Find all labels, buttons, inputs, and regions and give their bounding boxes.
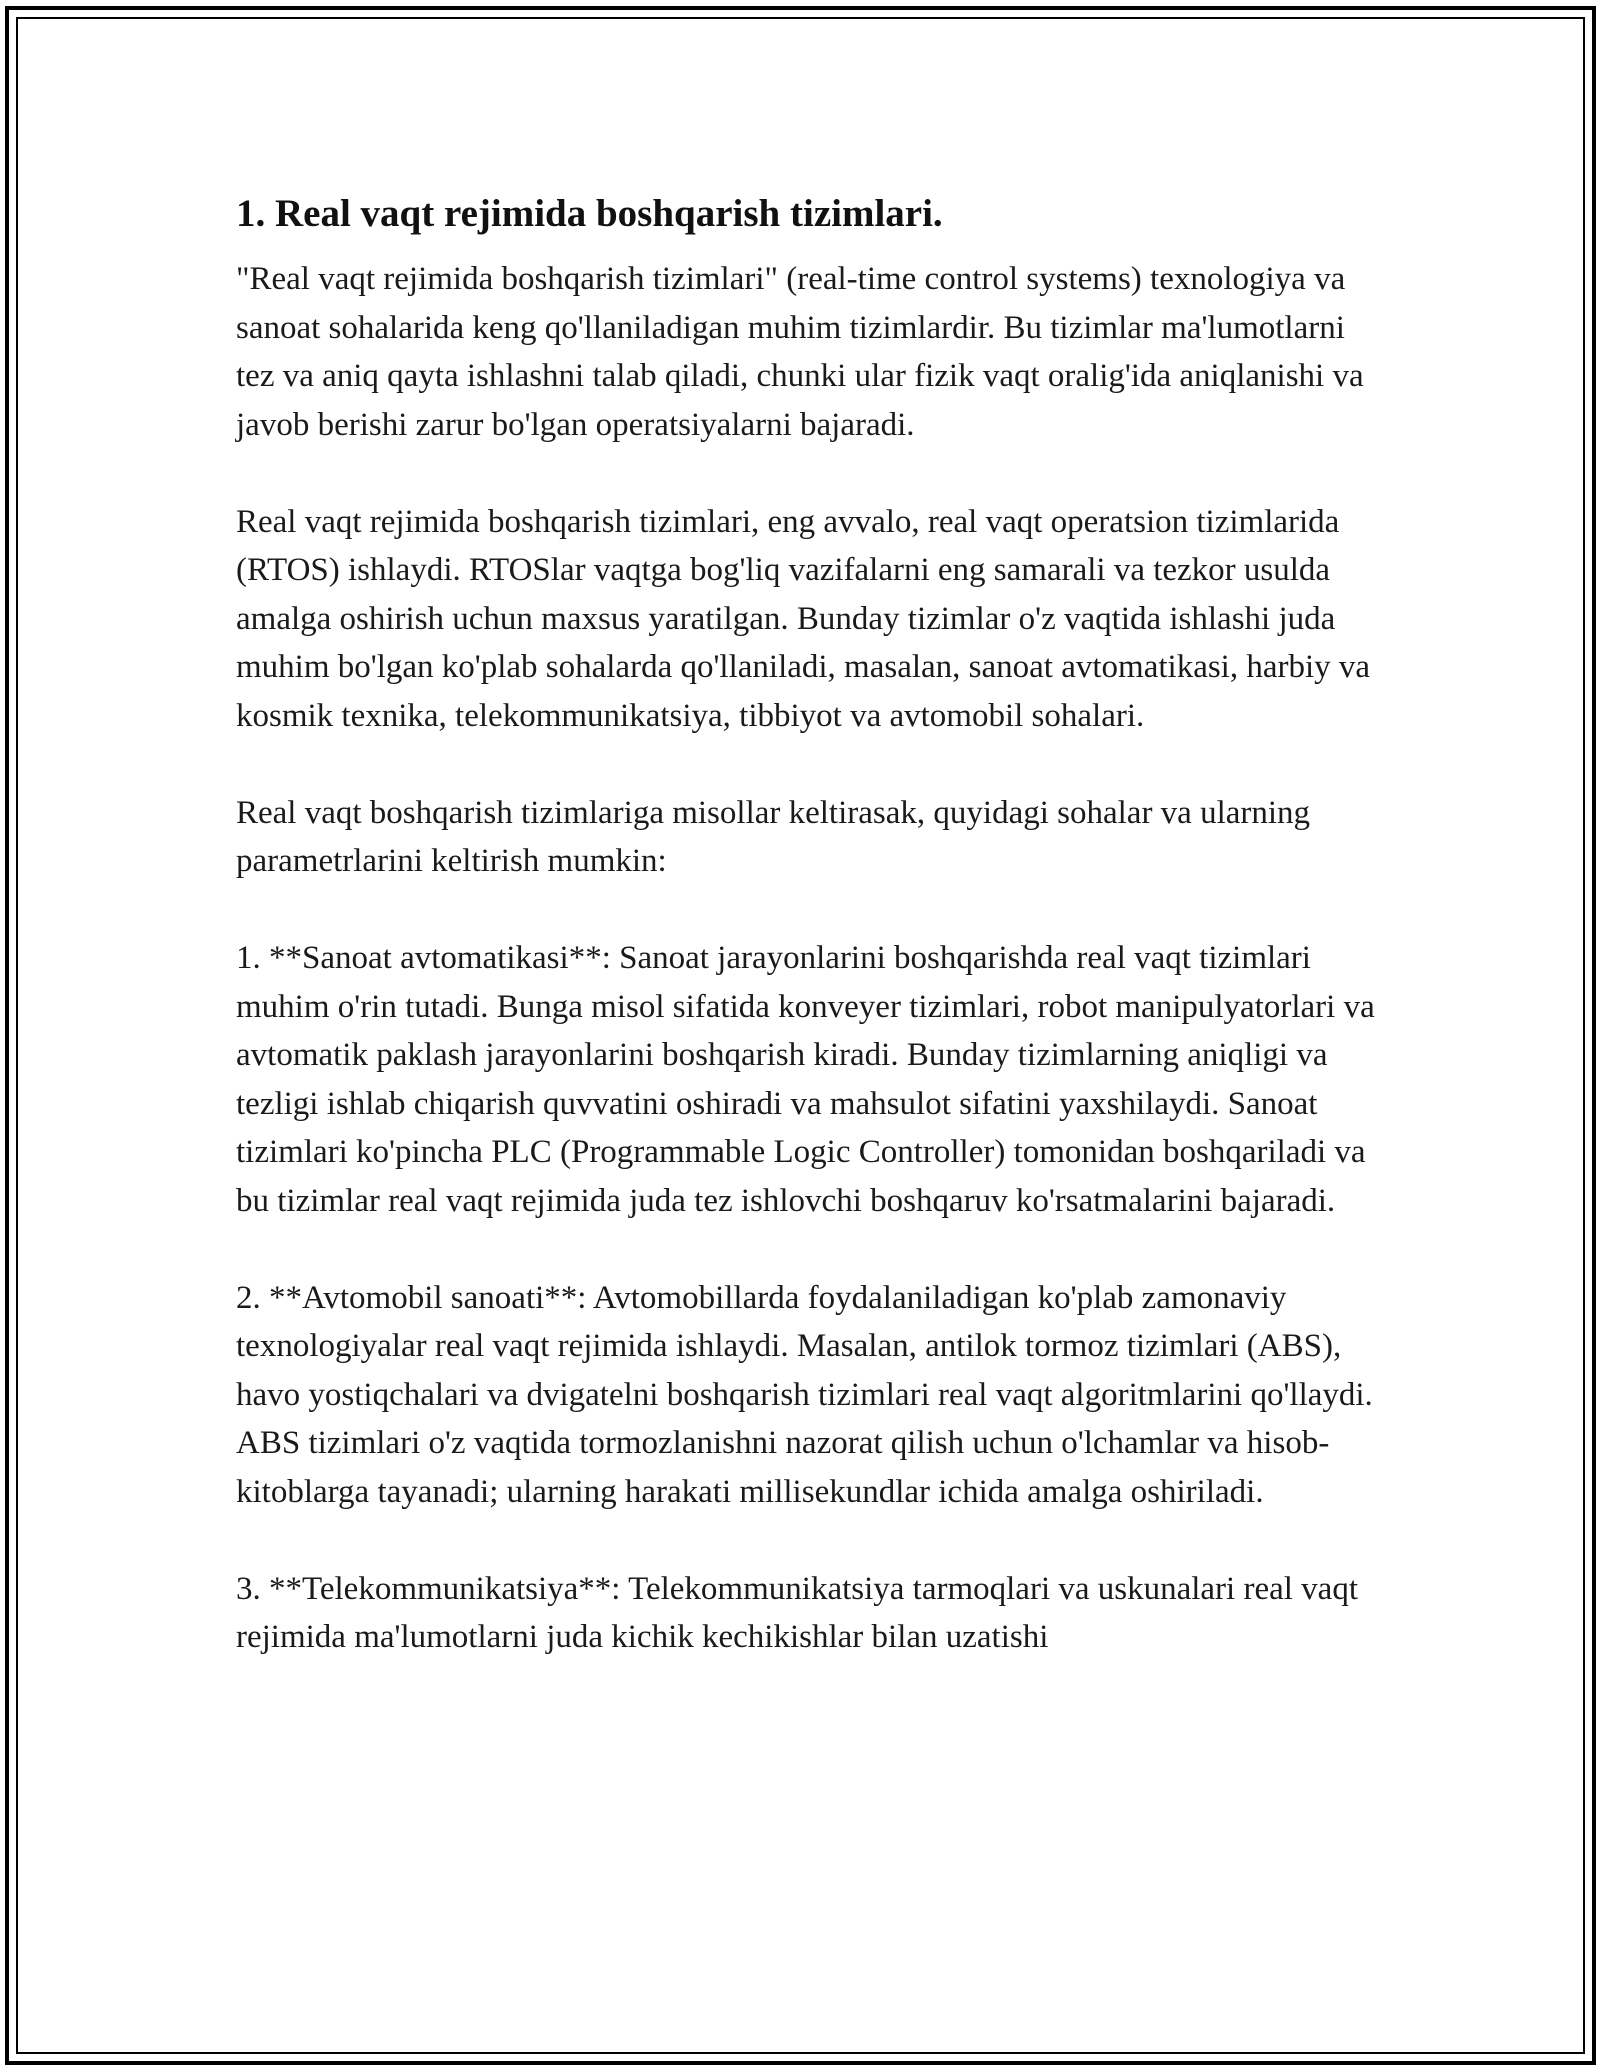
document-body <box>236 186 1376 1662</box>
list-item-automotive: 2. **Avtomobil sanoati**: Avtomobillarda foydalaniladigan ko'plab zamonaviy texnologiyalar real vaqt rejimida ishlaydi. Masalan, antilok tormoz tizimlari (ABS), havo yostiqchalari va dvigatelni boshqarish tizimlari real vaqt algoritmlarini qo'llaydi. ABS tizimlari o'z vaqtida tormozlanishni nazorat qilish uchun o'lchamlar va hisob-kitoblarga tayanadi; ularning harakati millisekundlar ichida amalga oshiriladi. <box>236 1279 1373 1510</box>
document-title: 1. Real vaqt rejimida boshqarish tizimlari. <box>236 192 943 235</box>
list-item-industrial-automation: 1. **Sanoat avtomatikasi**: Sanoat jarayonlarini boshqarishda real vaqt tizimlari muhim o'rin tutadi. Bunga misol sifatida konveyer tizimlari, robot manipulyatorlari va avtomatik paklash jarayonlarini boshqarish kiradi. Bunday tizimlarning aniqligi va tezligi ishlab chiqarish quvvatini oshiradi va mahsulot sifatini yaxshilaydi. Sanoat tizimlari ko'pincha PLC (Programmable Logic Controller) tomonidan boshqariladi va bu tizimlar real vaqt rejimida juda tez ishlovchi boshqaruv ko'rsatmalarini bajaradi. <box>236 940 1375 1219</box>
paragraph-intro: "Real vaqt rejimida boshqarish tizimlari" (real-time control systems) texnologiya va sanoat sohalarida keng qo'llaniladigan muhim tizimlardir. Bu tizimlar ma'lumotlarni tez va aniq qayta ishlashni talab qiladi, chunki ular fizik vaqt oralig'ida aniqlanishi va javob berishi zarur bo'lgan operatsiyalarni bajaradi. <box>236 261 1364 443</box>
paragraph-rtos: Real vaqt rejimida boshqarish tizimlari, eng avvalo, real vaqt operatsion tizimlarida (RTOS) ishlaydi. RTOSlar vaqtga bog'liq vazifalarni eng samarali va tezkor usulda amalga oshirish uchun maxsus yaratilgan. Bunday tizimlar o'z vaqtida ishlashi juda muhim bo'lgan ko'plab sohalarda qo'llaniladi, masalan, sanoat avtomatikasi, harbiy va kosmik texnika, telekommunikatsiya, tibbiyot va avtomobil sohalari. <box>236 503 1371 734</box>
list-item-telecommunications: 3. **Telekommunikatsiya**: Telekommunikatsiya tarmoqlari va uskunalari real vaqt rejimida ma'lumotlarni juda kichik kechikishlar bilan uzatishi <box>236 1570 1358 1655</box>
paragraph-examples-intro: Real vaqt boshqarish tizimlariga misollar keltirasak, quyidagi sohalar va ularning parametrlarini keltirish mumkin: <box>236 794 1311 879</box>
